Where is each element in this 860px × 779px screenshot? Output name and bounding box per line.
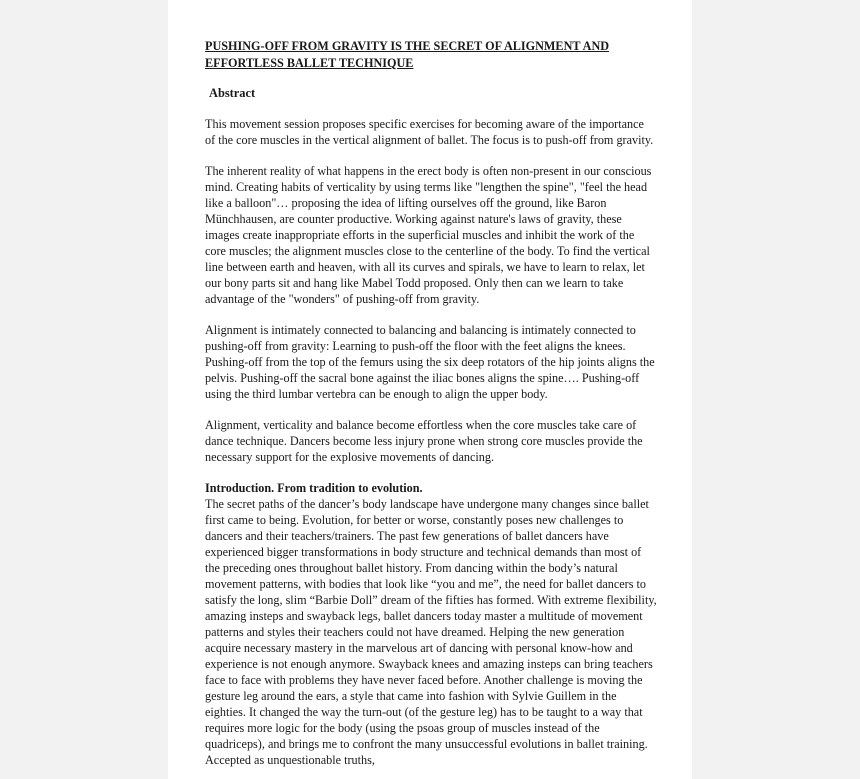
- introduction-paragraph: The secret paths of the dancer’s body landscape have undergone many changes since ballet first came to being. Evolution, for better or worse, constantly poses new challenges to dancers and their teachers/trainers. The past few generations of ballet dancers have experienced bigger transformations in body structure and technical demands than most of the preceding ones throughout ballet history. From dancing within the body’s natural movement patterns, with bodies that look like “you and me”, the need for ballet dancers to satisfy the long, slim “Barbie Doll” dream of the fifties has formed. With extreme flexibility, amazing insteps and swayback legs, ballet dancers today master a multitude of movement patterns and styles their teachers could not have dreamed. Helping the new generation acquire necessary mastery in the marvelous art of dancing with personal know-how and experience is not enough anymore. Swayback knees and amazing insteps can bring teachers face to face with problems they have never faced before. Another challenge is moving the gesture leg around the ears, a style that came into fashion with Sylvie Guillem in the eighties. It changed the way the turn-out (of the gesture leg) has to be taught to a way that requires more logic for the body (using the psoas group of muscles instead of the quadriceps), and brings me to confront the many unsuccessful evolutions in ballet training. Accepted as unquestionable truths,: [205, 497, 657, 767]
- abstract-paragraph-2: The inherent reality of what happens in the erect body is often non-present in our conscious mind. Creating habits of verticality by using terms like "lengthen the spine", "feel the head like a balloon"… proposing the idea of lifting ourselves off the ground, like Baron Münchhausen, are counter productive. Working against nature's laws of gravity, these images create inappropriate efforts in the superficial muscles and inhibit the work of the core muscles; the alignment muscles close to the centerline of the body. To find the vertical line between earth and heaven, with all its curves and spirals, we have to learn to relax, let our bony parts sit and hang like Mabel Todd proposed. Only then can we learn to take advantage of the "wonders" of pushing-off from gravity.: [205, 164, 652, 306]
- abstract-paragraph-4: Alignment, verticality and balance become effortless when the core muscles take care of dance technique. Dancers become less injury prone when strong core muscles provide the necessary support for the explosive movements of dancing.: [205, 418, 643, 464]
- document-title: [205, 38, 657, 72]
- introduction-heading: Introduction. From tradition to evolution.: [205, 481, 423, 495]
- title-line-1: PUSHING-OFF FROM GRAVITY IS THE SECRET OF ALIGNMENT AND: [205, 39, 610, 53]
- abstract-heading: Abstract: [209, 86, 256, 100]
- abstract-paragraph-3: Alignment is intimately connected to balancing and balancing is intimately connected to pushing-off from gravity: Learning to push-off the floor with the feet aligns the knees. Pushing-off from the top of the femurs using the six deep rotators of the hip joints aligns the pelvis. Pushing-off the sacral bone against the iliac bones aligns the spine…. Pushing-off using the third lumbar vertebra can be enough to align the upper body.: [205, 323, 655, 401]
- title-line-2: EFFORTLESS BALLET TECHNIQUE: [205, 56, 414, 70]
- document-content: [205, 38, 657, 768]
- abstract-paragraph-1: This movement session proposes specific exercises for becoming aware of the importance of the core muscles in the vertical alignment of ballet. The focus is to push-off from gravity.: [205, 117, 654, 147]
- document-page: [168, 0, 692, 779]
